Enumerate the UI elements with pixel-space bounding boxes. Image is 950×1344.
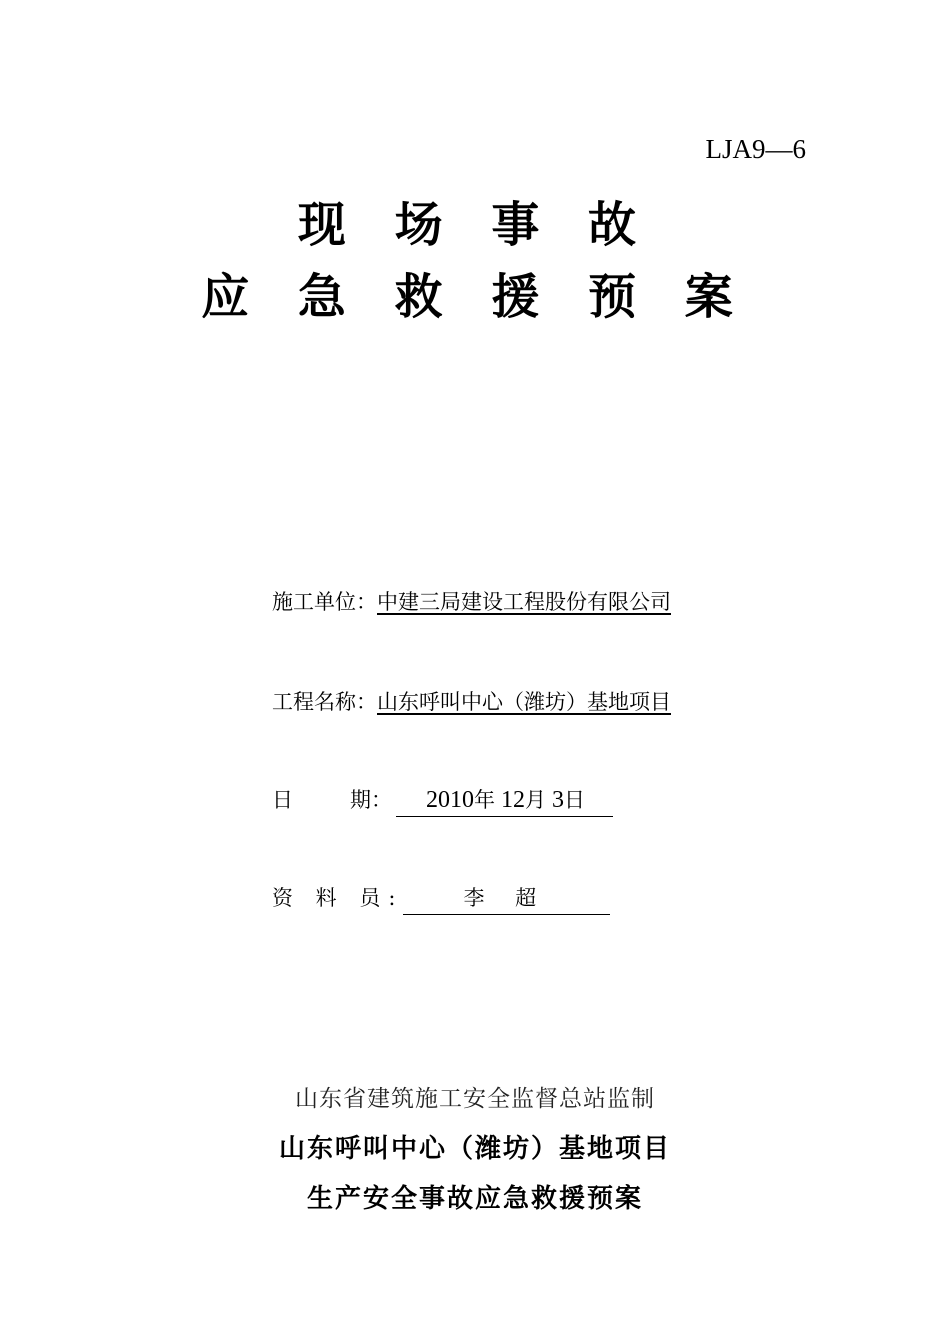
clerk-value: 李 超 [403,882,610,915]
clerk-label: 资 料 员: [272,886,404,910]
supervisor-line: 山东省建筑施工安全监督总站监制 [295,1086,655,1112]
date-field [272,784,613,817]
date-year: 2010 [426,787,474,813]
date-month: 12 [501,787,525,813]
date-year-unit: 年 [474,788,495,812]
project-name-value: 山东呼叫中心（潍坊）基地项目 [377,690,671,714]
date-label-part-2: 期： [350,788,392,812]
date-value [396,784,613,817]
construction-unit-value: 中建三局建设工程股份有限公司 [377,590,671,614]
document-code: LJA9—6 [705,134,806,164]
date-label-part-1: 日 [272,788,293,812]
clerk-field [272,882,610,915]
project-name-field [272,686,671,716]
date-label [272,784,396,814]
plan-subtitle: 生产安全事故应急救援预案 [306,1184,643,1214]
main-title-line-2: 应 急 救 援 预 案 [201,269,749,325]
construction-unit-label: 施工单位： [272,590,377,614]
project-name-label: 工程名称： [272,690,377,714]
project-subtitle: 山东呼叫中心（潍坊）基地项目 [278,1134,671,1164]
date-day-unit: 日 [564,788,585,812]
construction-unit-field [272,586,671,616]
date-day: 3 [552,787,564,813]
date-month-unit: 月 [525,788,546,812]
main-title-line-1: 现 场 事 故 [297,197,653,253]
